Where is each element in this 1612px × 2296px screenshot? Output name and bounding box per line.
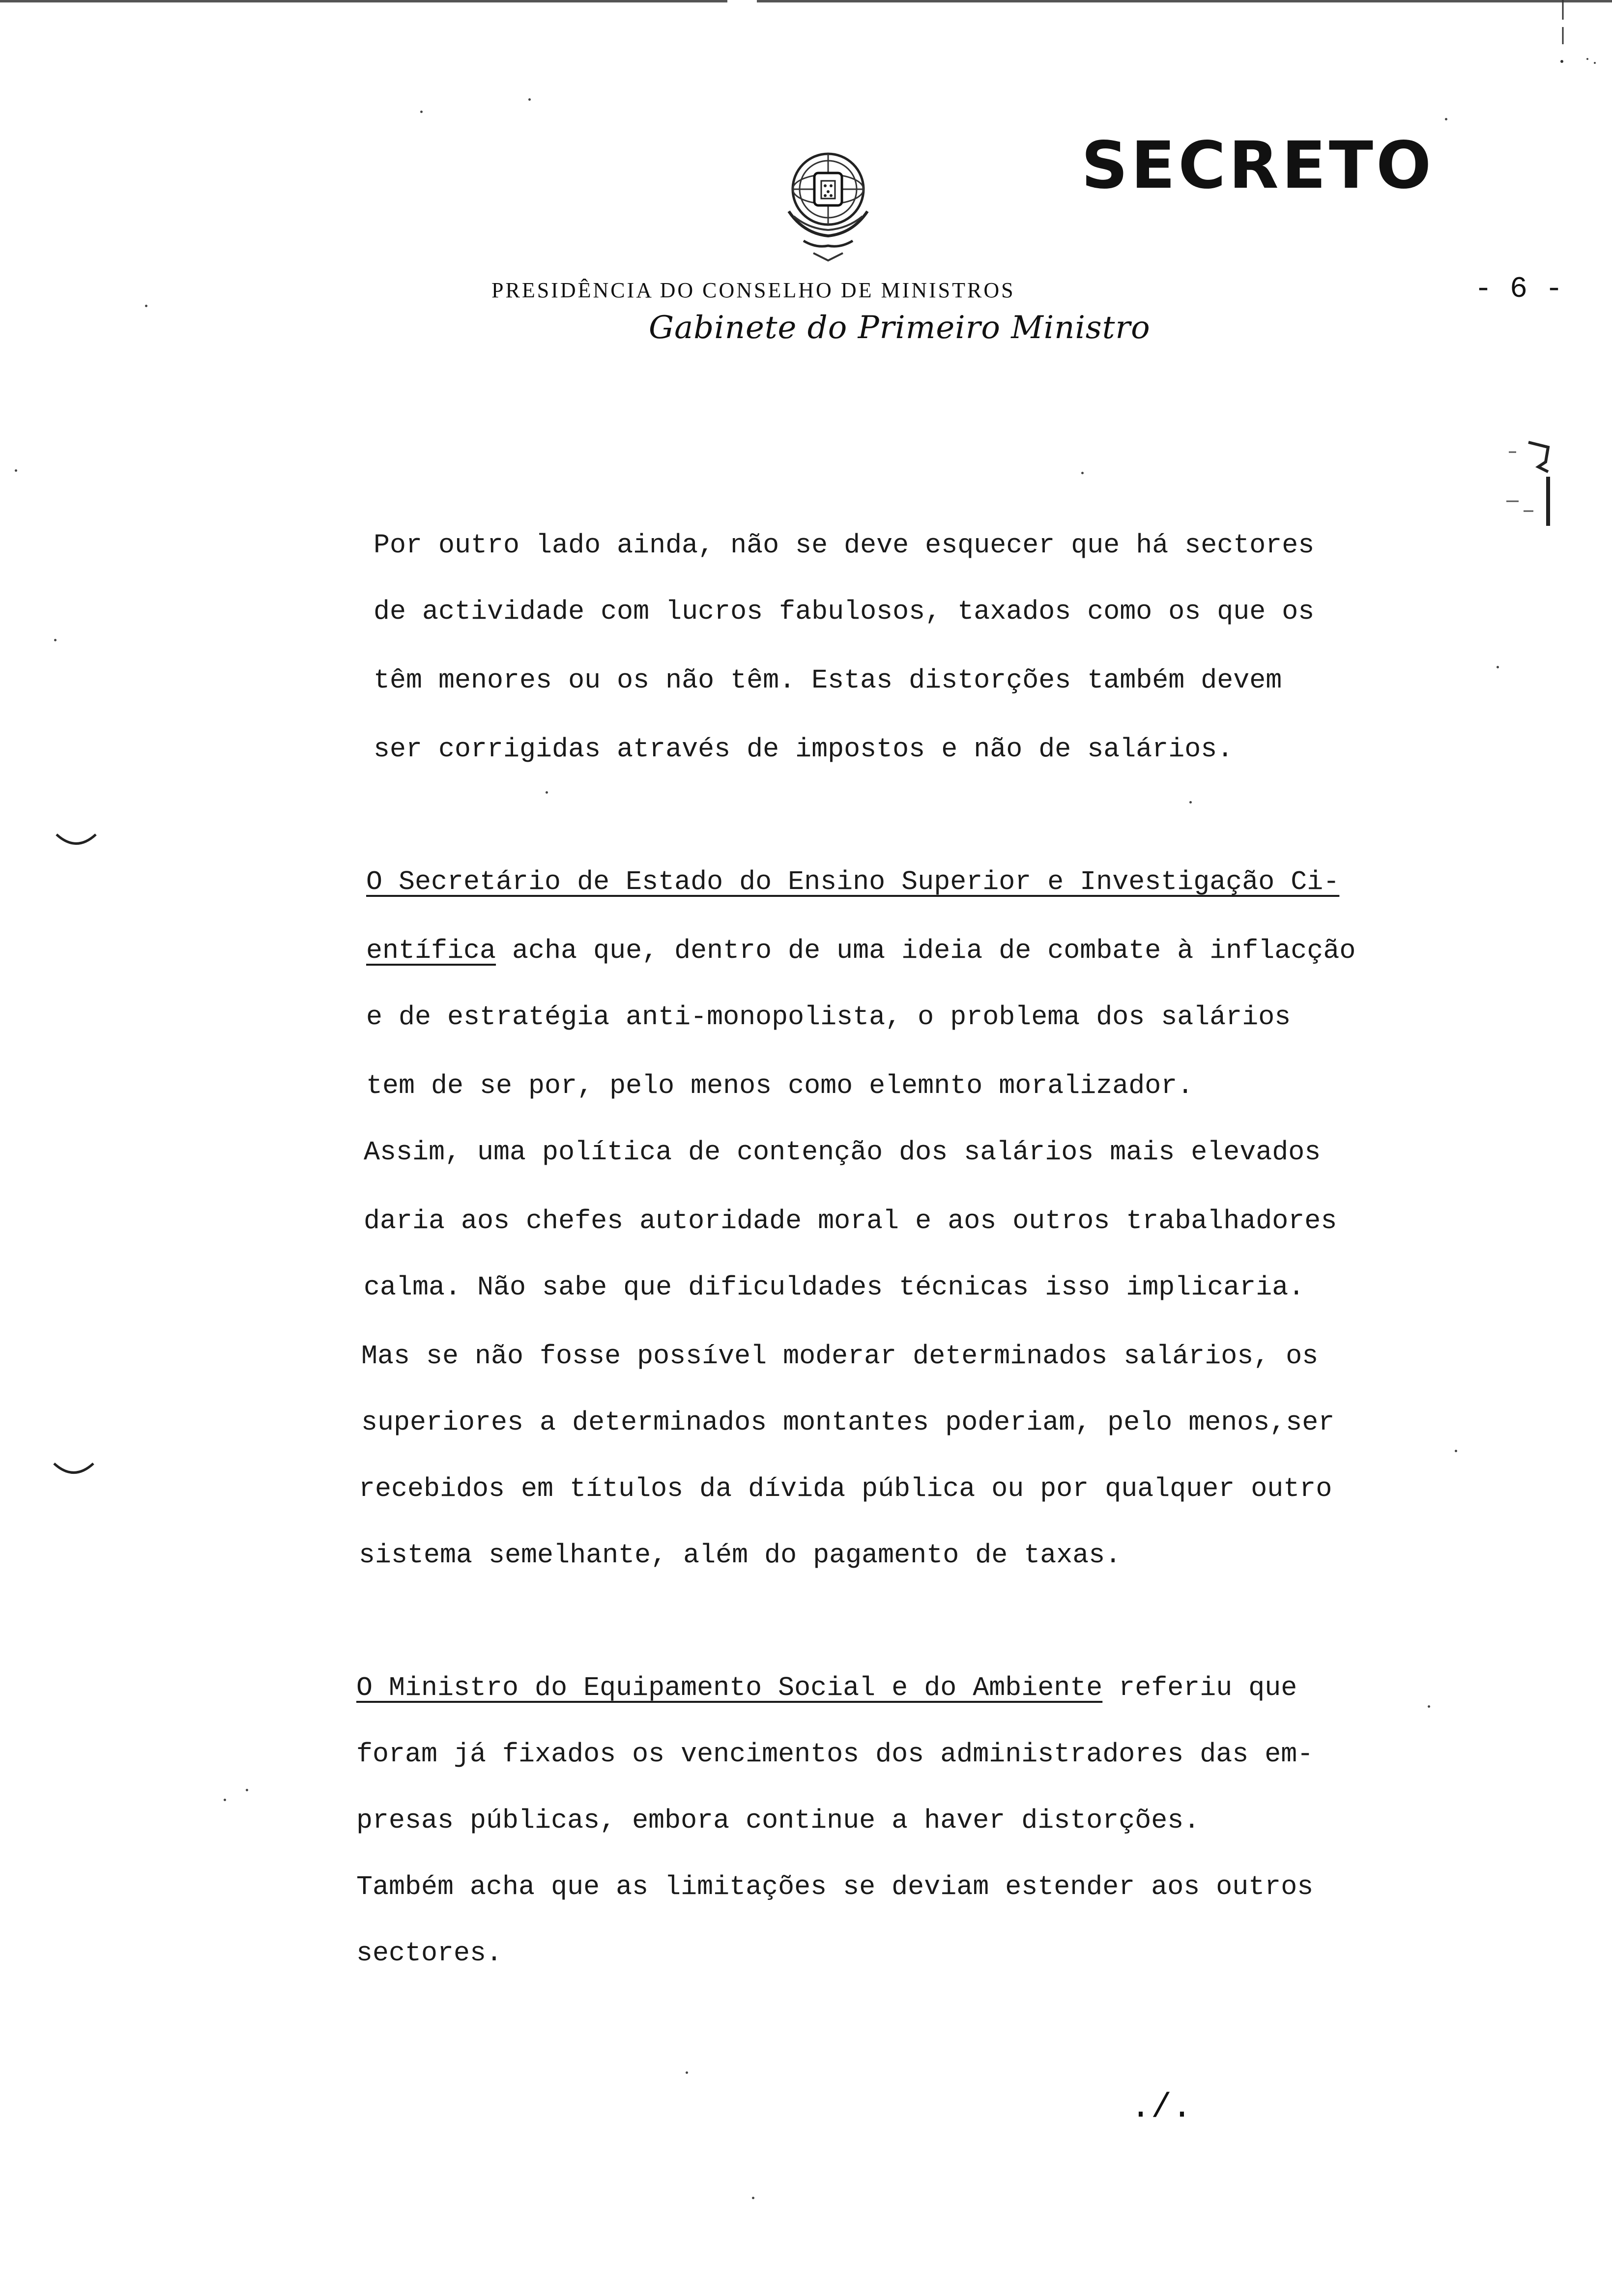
checkmark-icon	[54, 831, 98, 850]
speaker-secretary-name-cont: entífica	[366, 935, 496, 966]
top-rule	[0, 0, 1612, 2]
scan-speck	[15, 469, 17, 472]
scan-speck	[420, 111, 423, 113]
page-number: - 6 -	[1474, 273, 1563, 306]
paragraph-3-line: presas públicas, embora continue a haver distorções.	[356, 1805, 1200, 1836]
scan-speck	[224, 1799, 226, 1801]
continuation-mark: ./.	[1130, 2089, 1193, 2127]
edge-marks	[1494, 432, 1553, 531]
paragraph-3-line: foram já fixados os vencimentos dos administradores das em-	[356, 1739, 1314, 1770]
paragraph-2-line: Mas se não fosse possível moderar determinados salários, os	[361, 1341, 1319, 1372]
checkmark-icon	[52, 1460, 96, 1479]
scan-speck	[54, 639, 57, 641]
paragraph-2-line: daria aos chefes autoridade moral e aos outros trabalhadores	[364, 1205, 1337, 1236]
paragraph-3-line-1-rest: referiu que	[1102, 1672, 1297, 1703]
scan-speck	[145, 305, 147, 307]
paragraph-2-line: calma. Não sabe que dificuldades técnicas isso implicaria.	[364, 1272, 1305, 1303]
paragraph-1-line: ser corrigidas através de impostos e não de salários.	[374, 734, 1234, 765]
scan-speck	[1497, 666, 1499, 668]
paragraph-3-line-1	[356, 1671, 1297, 1705]
paragraph-3-line: sectores.	[356, 1938, 503, 1969]
speaker-minister-name: O Ministro do Equipamento Social e do Ambiente	[356, 1672, 1103, 1703]
scan-speck	[246, 1789, 248, 1791]
header-title: PRESIDÊNCIA DO CONSELHO DE MINISTROS	[491, 278, 1015, 302]
paragraph-1-line: têm menores ou os não têm. Estas distorções também devem	[374, 665, 1282, 696]
paragraph-2-line: tem de se por, pelo menos como elemnto moralizador.	[366, 1070, 1194, 1101]
paragraph-2-line: recebidos em títulos da dívida pública ou por qualquer outro	[359, 1473, 1332, 1504]
paragraph-2-line: sistema semelhante, além do pagamento de taxas.	[359, 1540, 1122, 1571]
scan-speck	[1081, 472, 1084, 474]
paragraph-2-line: e de estratégia anti-monopolista, o problema dos salários	[366, 1002, 1291, 1033]
scan-speck	[528, 98, 531, 101]
paragraph-2-line-2-rest: acha que, dentro de uma ideia de combate à inflacção	[496, 935, 1356, 966]
paragraph-2-line: Assim, uma política de contenção dos salários mais elevados	[364, 1137, 1321, 1168]
header-subtitle: Gabinete do Primeiro Ministro	[649, 310, 1151, 346]
scan-speck	[752, 2197, 754, 2199]
paragraph-3-line: Também acha que as limitações se deviam estender aos outros	[356, 1871, 1314, 1902]
paragraph-1-line: de actividade com lucros fabulosos, taxados como os que os	[374, 596, 1315, 627]
scan-speck	[1189, 801, 1192, 804]
top-rule-gap	[727, 0, 757, 2]
paragraph-2-line-2	[366, 934, 1355, 968]
scan-speck	[1445, 118, 1447, 120]
paragraph-1-line: Por outro lado ainda, não se deve esquecer que há sectores	[374, 530, 1315, 561]
scan-speck	[1428, 1705, 1430, 1708]
scan-speck	[1455, 1450, 1457, 1452]
scan-speck	[546, 791, 548, 794]
speaker-secretary-name: O Secretário de Estado do Ensino Superior e Investigação Ci-	[366, 866, 1340, 897]
scan-speck	[686, 2071, 688, 2074]
corner-marks	[1548, 0, 1607, 74]
paragraph-2-line: superiores a determinados montantes poderiam, pelo menos,ser	[361, 1407, 1335, 1438]
classification-stamp: SECRETO	[1081, 128, 1435, 203]
coat-of-arms-icon	[774, 143, 882, 263]
